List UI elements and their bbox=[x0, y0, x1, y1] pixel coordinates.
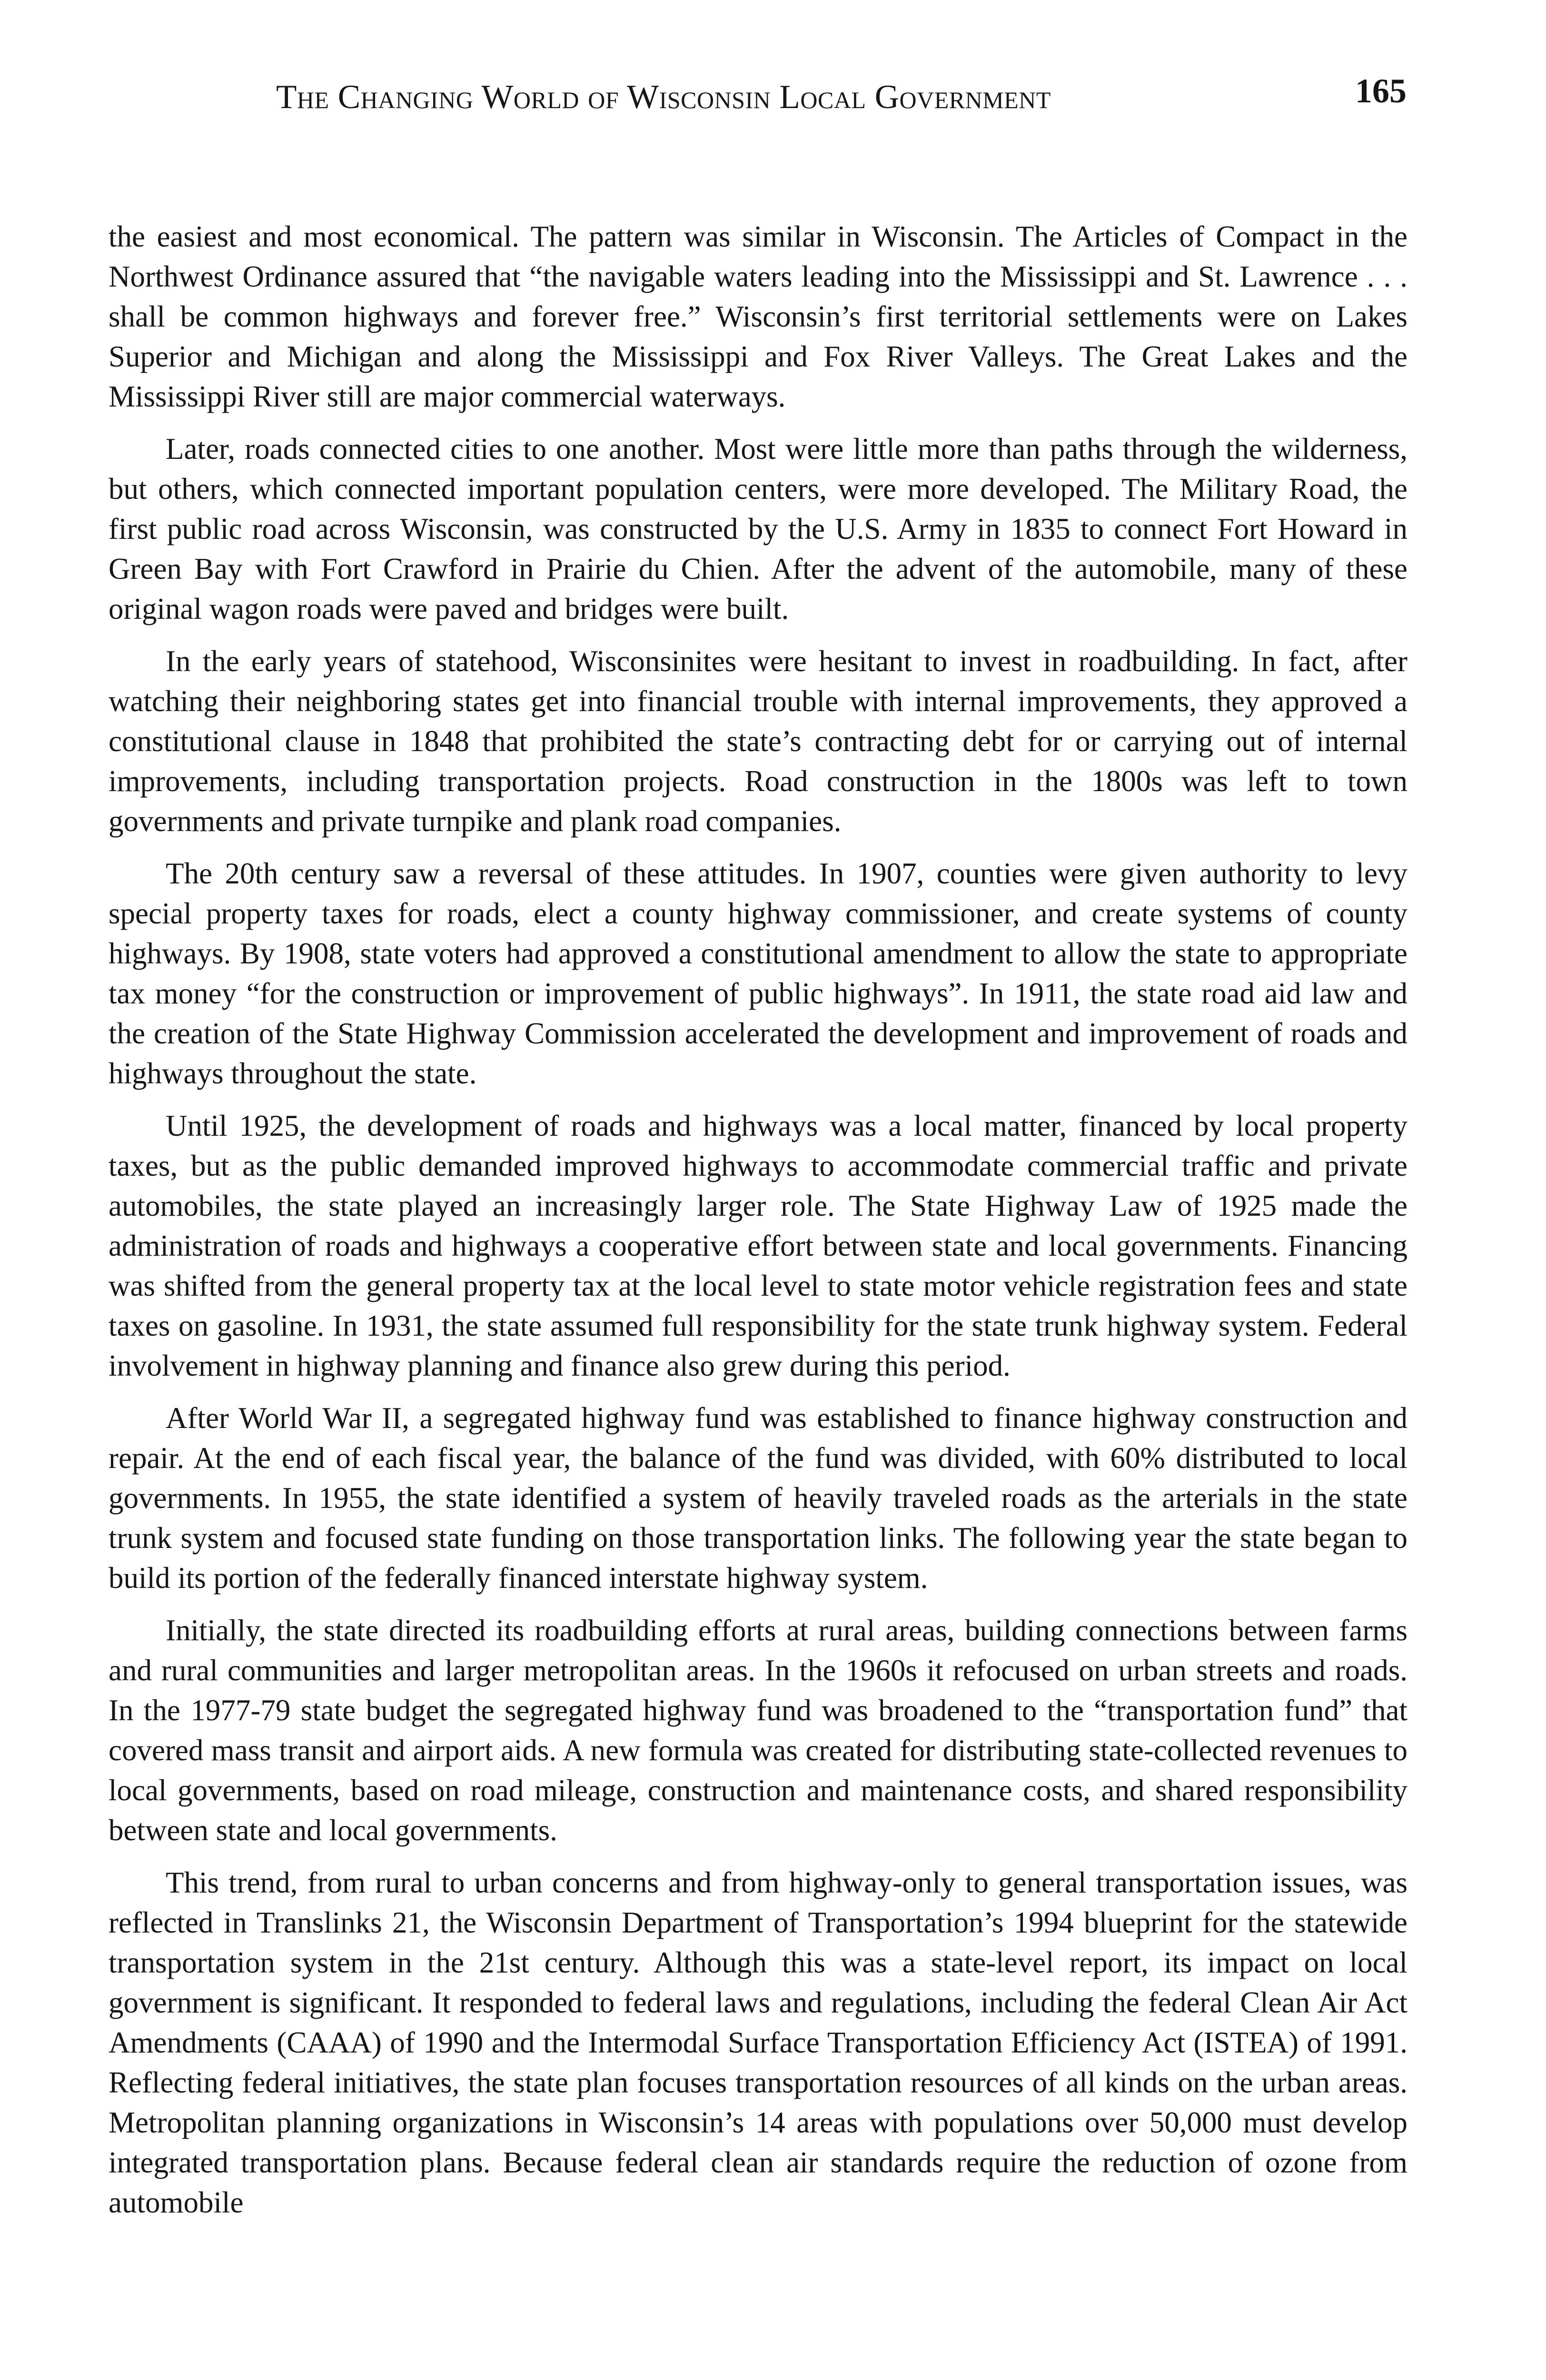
paragraph-post-war: After World War II, a segregated highway fund was established to finance highway construction and repair. At the end of each fiscal year, the balance of the fund was divided, with 60% distributed to local governments. In 1955, the state identified a system of heavily traveled roads as the arterials in the state trunk system and focused state funding on those transportation links. The following year the state began to build its portion of the federally financed interstate highway system. bbox=[109, 1401, 1407, 1595]
paragraph-waterways: the easiest and most economical. The pattern was similar in Wisconsin. The Articles of Compact in the Northwest Ordinance assured that “the navigable waters leading into the Mississippi and St. Lawrence . . . shall be common highways and forever free.” Wisconsin’s first territorial settlements were on Lakes Superior and Michigan and along the Mississippi and Fox River Valleys. The Great Lakes and the Mississippi River still are major commercial waterways. bbox=[109, 220, 1407, 413]
paragraph-early-roads: Later, roads connected cities to one another. Most were little more than paths through the wilderness, but others, which connected important population centers, were more developed. The Military Road, the first public road across Wisconsin, was constructed by the U.S. Army in 1835 to connect Fort Howard in Green Bay with Fort Crawford in Prairie du Chien. After the advent of the automobile, many of these original wagon roads were paved and bridges were built. bbox=[109, 432, 1407, 625]
paragraph-translinks: This trend, from rural to urban concerns and from highway-only to general transportation issues, was reflected in Translinks 21, the Wisconsin Department of Transportation’s 1994 blueprint for the statewide transportation system in the 21st century. Although this was a state-level report, its impact on local government is significant. It responded to federal laws and regulations, including the federal Clean Air Act Amendments (CAAA) of 1990 and the Intermodal Surface Transportation Efficiency Act (ISTEA) of 1991. Reflecting federal initiatives, the state plan focuses transportation resources of all kinds on the urban areas. Metropolitan planning organizations in Wisconsin’s 14 areas with populations over 50,000 must develop integrated transportation plans. Because federal clean air standards require the reduction of ozone from automobile bbox=[109, 1866, 1407, 2219]
paragraph-20th-century: The 20th century saw a reversal of these attitudes. In 1907, counties were given authority to levy special property taxes for roads, elect a county highway commissioner, and create systems of county highways. By 1908, state voters had approved a constitutional amendment to allow the state to appropriate tax money “for the construction or improvement of public highways”. In 1911, the state road aid law and the creation of the State Highway Commission accelerated the development and improvement of roads and highways throughout the state. bbox=[109, 857, 1407, 1090]
body-text bbox=[109, 217, 1407, 2235]
paragraph-rural-focus: Initially, the state directed its roadbuilding efforts at rural areas, building connections between farms and rural communities and larger metropolitan areas. In the 1960s it refocused on urban streets and roads. In the 1977-79 state budget the segregated highway fund was broadened to the “transportation fund” that covered mass transit and airport aids. A new formula was created for distributing state-collected revenues to local governments, based on road mileage, construction and maintenance costs, and shared responsibility between state and local governments. bbox=[109, 1614, 1407, 1847]
page-number: 165 bbox=[1355, 72, 1407, 110]
page-header bbox=[276, 71, 1407, 124]
running-title: The Changing World of Wisconsin Local Government bbox=[276, 79, 1051, 116]
paragraph-statehood: In the early years of statehood, Wisconsinites were hesitant to invest in roadbuilding. In fact, after watching their neighboring states get into financial trouble with internal improvements, they approved a constitutional clause in 1848 that prohibited the state’s contracting debt for or carrying out of internal improvements, including transportation projects. Road construction in the 1800s was left to town governments and private turnpike and plank road companies. bbox=[109, 645, 1407, 838]
paragraph-until-1925: Until 1925, the development of roads and highways was a local matter, financed by local property taxes, but as the public demanded improved highways to accommodate commercial traffic and private automobiles, the state played an increasingly larger role. The State Highway Law of 1925 made the administration of roads and highways a cooperative effort between state and local governments. Financing was shifted from the general property tax at the local level to state motor vehicle registration fees and state taxes on gasoline. In 1931, the state assumed full responsibility for the state trunk highway system. Federal involvement in highway planning and finance also grew during this period. bbox=[109, 1109, 1407, 1382]
